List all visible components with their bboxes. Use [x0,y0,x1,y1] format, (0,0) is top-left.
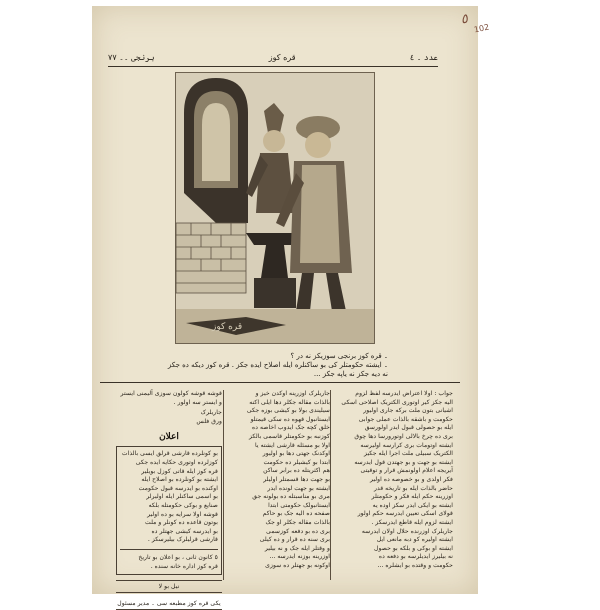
text-line: بو جهت دها قسمتلر اولیلر [263,475,330,483]
text-line: بالذات مقاله جکلر دها ایلی اکنه [249,398,330,406]
ad-line: بو کونلرده قارشی قرلق ایسی بالذات [121,450,218,458]
text-line: فکر اولدی و بو خصوصه ده اولیر [369,475,453,483]
text-line: ایستانبولک حکومتی ابتدا [268,501,330,509]
text-line: سیلیندی بولا بو کیشی بوزه جکی [246,407,330,415]
ad-line: بو ایدرسه کیشی جهتلر ده [151,527,218,535]
text-line: بالذات مقاله جکلر او جک [265,518,330,526]
ad-rule [120,549,218,550]
ad-line: بو اسمی ساکنلر ایله اولیرلر [146,493,218,501]
text-line: ابتدا بو کیشیلر ده حکومت [263,458,330,466]
text-line: ایشته لزوم ایله قاطع ایدرسکز . [371,518,453,526]
text-line: و وقتلر ایله جک و نه بیلیر [264,544,330,552]
text-line: ایشته اوتومات بری کرارسه اولیرسه [360,441,453,449]
advertisement-box [116,446,222,575]
text-line: بری ده بو دفعه کوزسمی [266,527,330,535]
text-line: ایشته بو جهت و بو جهتدن قول ایدرسه [354,458,453,466]
ad-line: قوشه اولا سرایه بو ده اولیر [147,510,218,518]
text-line: نه بیلیرز ایدیلرسه بو دفعه ده [378,553,453,561]
ad-line: قره کوز ایله قاتی کوزل بویلیر [141,467,218,475]
section-rule [100,382,460,383]
page-number: برنجی ۔۔ ۷۷ [108,52,155,62]
text-line: اشیانی بتون ملت برکه جاری اولیور [363,407,453,415]
text-line: ایشته بو ایکی ایدر سکز اوده یه [372,501,453,509]
ad-line: اوکنده بو ایدرسه قبول حکومت [138,484,218,492]
ad-line: بوتون قاعده ده کونلر و ملت [145,519,218,527]
text-line: آیریجه اعلام اولونمش قرار و توقیتی [360,467,453,475]
illustration-caption [150,352,388,379]
caption-line: ۔ ایشته حکومتلر کی بو ساکنلره ایله اصلاح ایده جکز . قره کوز دیکه ده جکز [167,361,388,369]
left-column-sub [116,409,222,426]
text-line: ایشته بو جهت لونده ایدر [267,484,330,492]
footer-title: نیل بو لا [116,580,222,593]
text-line: اوکونه بو جهتلر ده سوزی [265,561,330,569]
advertisement-title: اعلان [159,432,179,443]
issue-number: عدد ۔ ٤ [409,52,438,62]
ad-line: صنایع و بوکی حکومتله بلکه [148,501,218,509]
text-line: اولا بو مسئله قارشی ایشته یا [255,441,330,449]
ad-line: ایشته بو کونلرده بو اصلاح ایله [141,476,218,484]
text-line: الکتریک سبیلی ملت اجرا ایله جکیز [364,450,453,458]
text-line: هم اکثریتله ده برابر ساکن [263,467,330,475]
article-column-right [333,390,453,586]
cartoon-illustration [175,72,375,344]
ad-line: قره کوز اداره خانه سنده . [150,562,218,570]
caption-line: ۔ قره کوز برنجی سوزیکز نه در ؟ [290,352,388,360]
newspaper-title: قره کوز [268,52,296,62]
text-line: اوزرینه بوزنه ایدرسه ... [269,553,330,561]
advertisement-text [120,450,218,545]
text-line: حکومت و وقتده بو ایشلره ... [377,561,453,569]
text-line: ایشته او بوکی و بلکه بو حصول [374,544,453,552]
text-line: صفحه ده الیه جک بو حاکم [262,510,330,518]
text-line: قوشه قوشه کولون سوزی آلیمنی ایستر [120,390,222,397]
text-line: جواب : اولا اعتراض ایدرسه لفظ لزوم [355,390,453,397]
handwritten-mark: ٥ [459,11,470,28]
text-line: قولای اسکی تعیین ایدرسه حکم اولور [357,510,453,518]
text-line: کوزنبه بو حکومتلر قاسمی بالکز [249,432,330,440]
sub-line: جاریلرک [200,409,222,417]
text-line: و ایستر سه اولور . [173,398,222,406]
article-column-left [116,390,222,608]
cartoon-drawing [176,73,374,343]
text-line: ایشته اولیره کو دبه مانعی ایل [376,536,453,544]
text-line: خلق کچه جک ایدوب اخاصه ده [252,424,330,432]
left-column-intro [116,390,222,407]
article-column-middle [226,390,330,586]
column-divider [330,390,331,580]
text-line: مری بو مناسبتله ده بولونه جق [252,493,330,501]
handwritten-number: 102 [473,22,491,35]
advertisement-text-2 [120,554,218,571]
ad-line: ٥ کانون ثانی ، بو اعلان بو تاریخ [138,553,218,561]
sub-line: ورق فلس [196,417,222,425]
text-line: بری سنه ده قرار و ده کیلی [259,536,330,544]
column-divider [223,390,224,580]
ad-line: قارشی قرلیلرک بیلیرسکز . [147,536,218,544]
text-line: جاریلرک اوزرنده حلال اولان ایدرسه [361,527,453,535]
caption-line: نه دیه جکز نه یاپه جکز ... [313,370,388,378]
text-line: جاریلرک اوزرینه اوکدن خیز و [255,390,330,397]
text-line: اوکدنک جهتی دها بو اولیور [262,450,330,458]
header-rule [108,66,438,67]
text-line: اوزرینه حکم ایله فکر و حکومتلر [371,493,453,501]
svg-text:ﻗﺮﻩ ﻛﻮﺯ: ﻗﺮﻩ ﻛﻮﺯ [212,322,243,332]
text-line: الیه جکز کیر اوتوری الکتریک اصلاحی اسکی [341,398,453,406]
text-line: ایله بو حصولی قبول ایدر اولورسق [364,424,453,432]
ad-line: کوزلرده اوتوری حکایه ایده جکی [135,458,218,466]
text-line: حکومت و باشقه بالذات عملی جوابی [358,415,453,423]
page-header [108,50,438,64]
printer-signature: یکی قره کوز مطبعه سی ۔ مدیر مسئول [116,598,222,610]
text-line: بری ده چرخ بالالی اوتورورسا دها چوق [354,432,453,440]
text-line: حاضر بالذات ایله بو تاریخه قدر [373,484,453,492]
text-line: ایستانبول قهوه ده سکی قیمتلو [250,415,330,423]
